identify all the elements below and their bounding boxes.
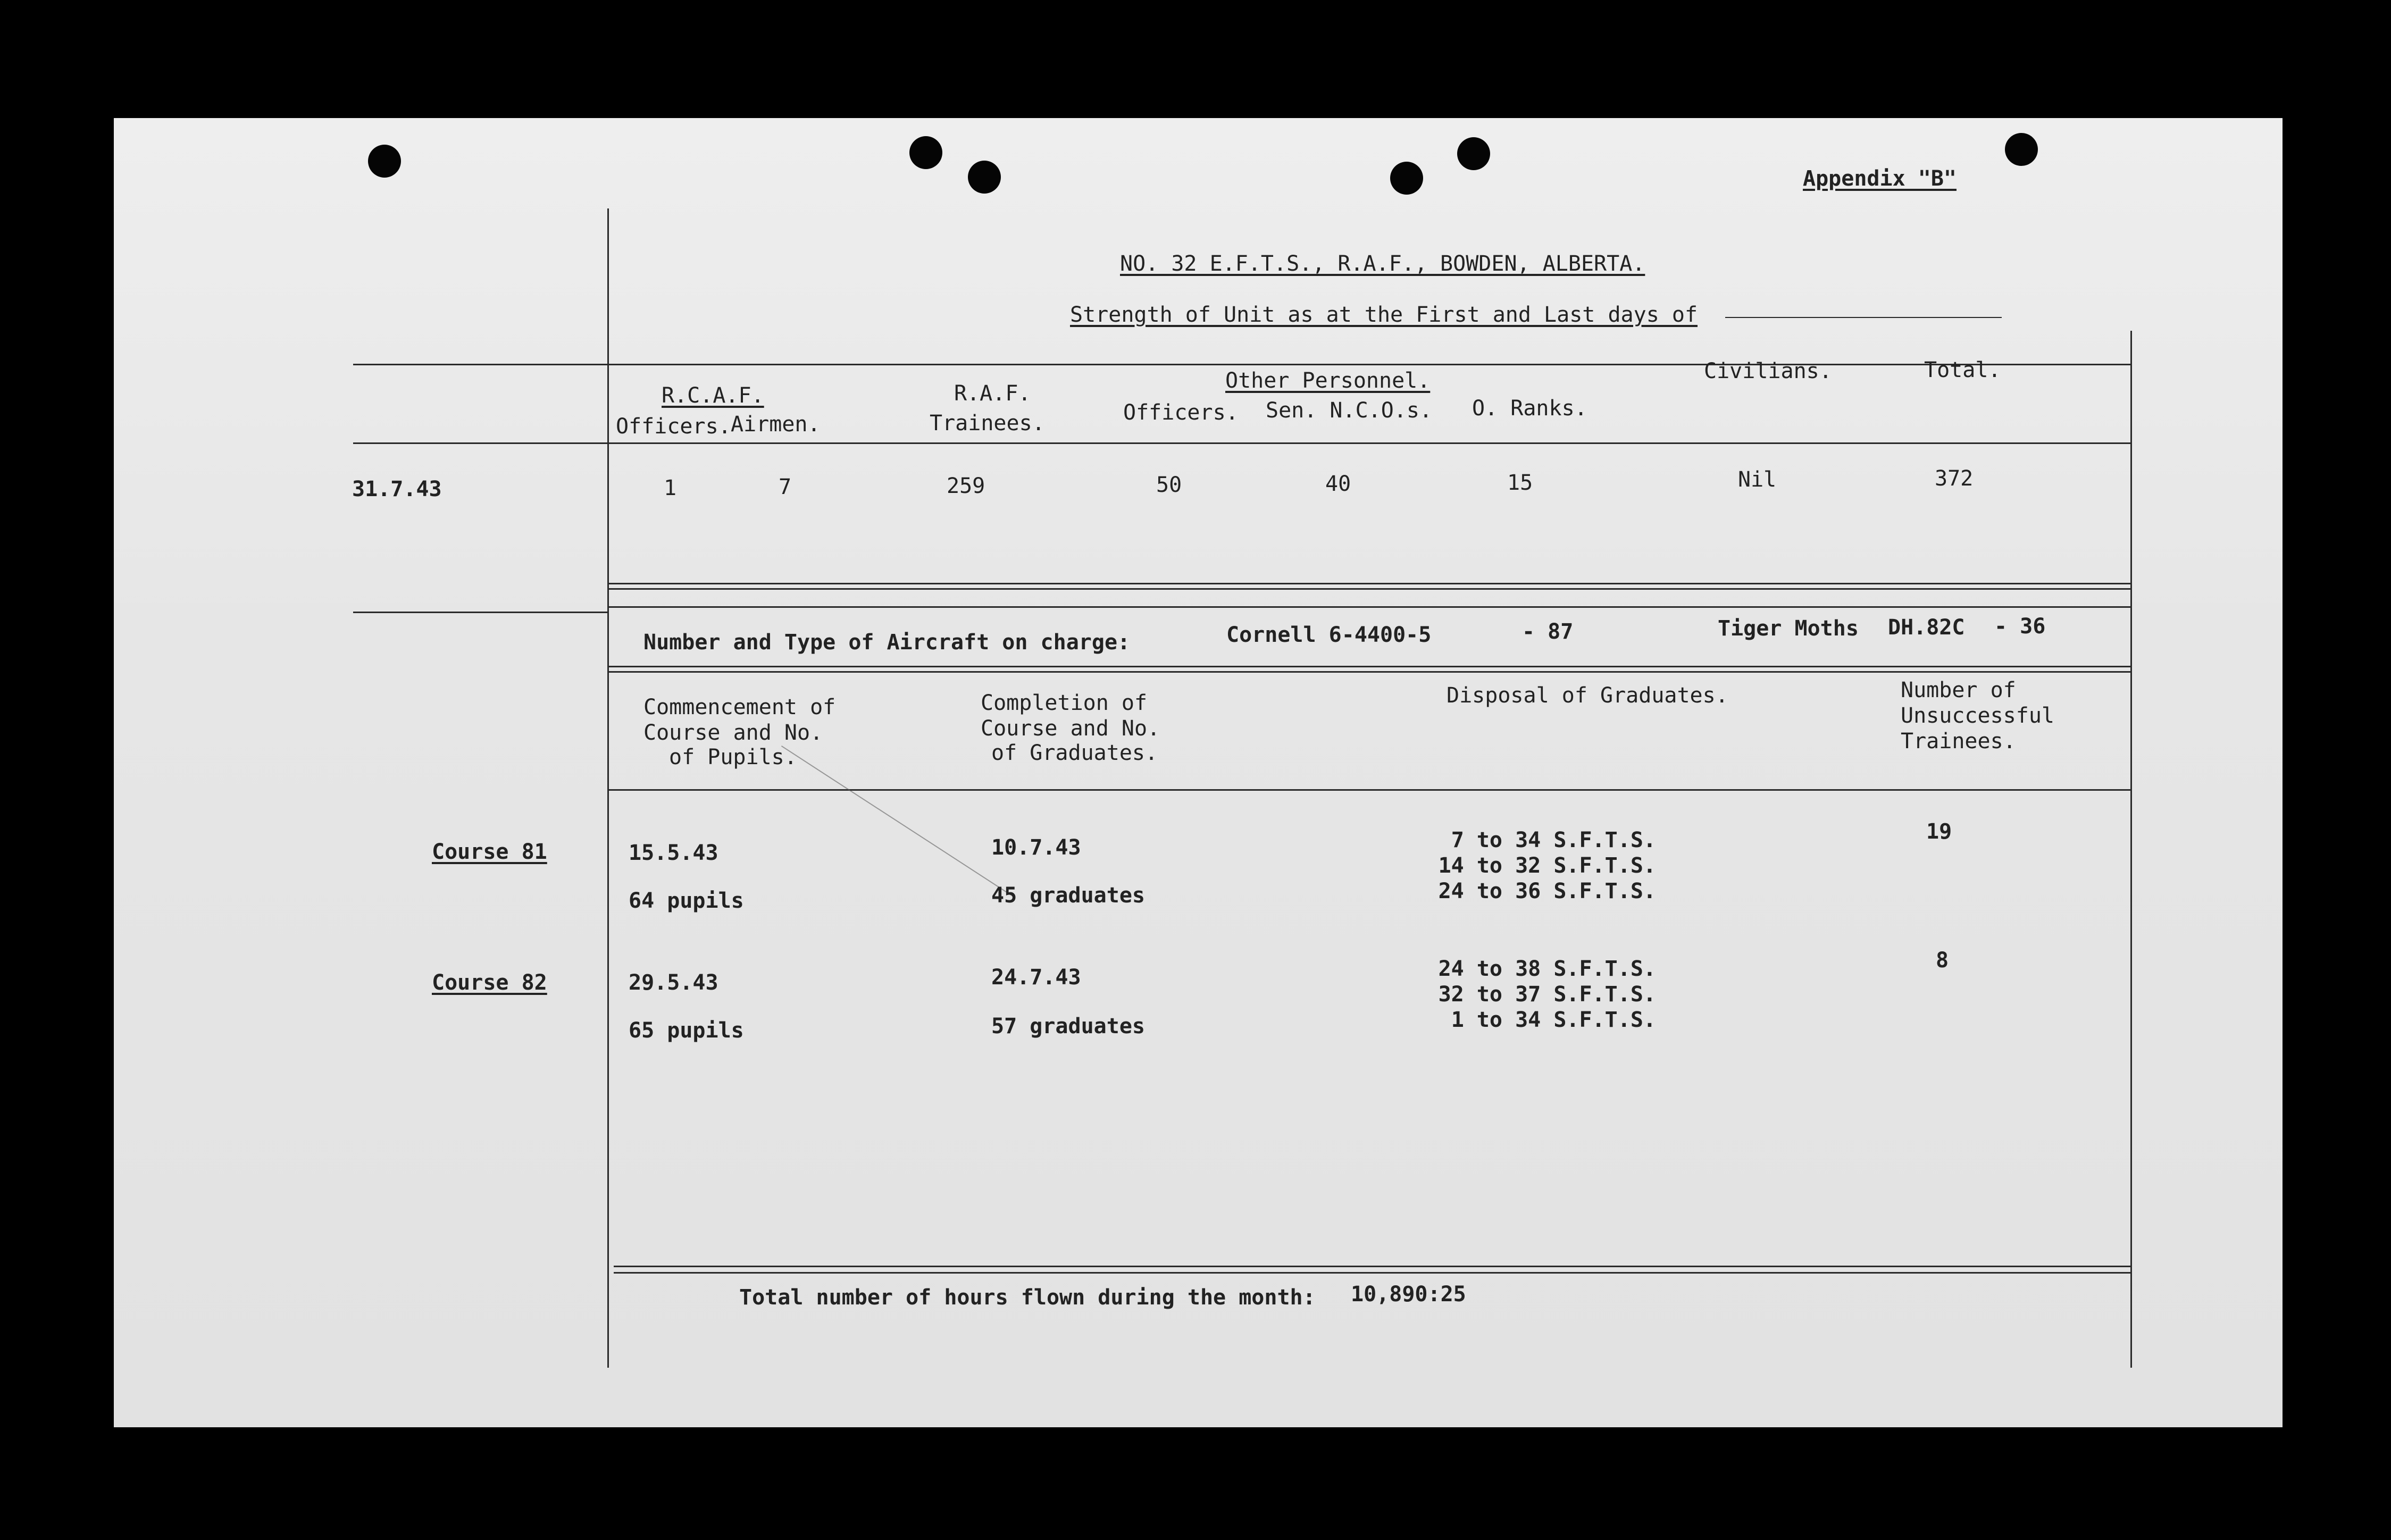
header-commencement-line-3: of Pupils.: [669, 745, 797, 769]
header-total: Total.: [1924, 358, 2001, 382]
header-completion-line-1: Completion of: [981, 691, 1148, 715]
footer-top-rule-2: [614, 1272, 2130, 1274]
course-82-disposal-2: 32 to 37 S.F.T.S.: [1438, 982, 1656, 1007]
header-completion-line-3: of Graduates.: [991, 741, 1158, 765]
aircraft-bottom-rule: [607, 666, 2130, 667]
course-81-name: Course 81: [432, 840, 547, 864]
value-sen-ncos: 40: [1325, 472, 1351, 496]
header-trainees: Trainees.: [930, 411, 1045, 436]
course-81-disposal-1: 7 to 34 S.F.T.S.: [1451, 828, 1656, 852]
punch-hole: [368, 145, 401, 178]
header-sen-ncos: Sen. N.C.O.s.: [1266, 398, 1433, 423]
course-81-unsuccessful: 19: [1926, 819, 1952, 844]
header-unsuccessful-line-1: Number of: [1901, 678, 2016, 702]
header-completion-line-2: Course and No.: [981, 716, 1160, 741]
course-82-name: Course 82: [432, 970, 547, 995]
header-bottom-rule: [353, 442, 2130, 444]
course-82-disposal-1: 24 to 38 S.F.T.S.: [1438, 957, 1656, 981]
strength-section-rule-2: [607, 588, 2130, 590]
appendix-label: Appendix "B": [1803, 166, 1957, 191]
left-margin-rule: [607, 208, 609, 1368]
document-page: [114, 118, 2283, 1427]
aircraft-type-cornell: Cornell 6-4400-5: [1226, 623, 1432, 647]
header-unsuccessful-line-2: Unsuccessful: [1901, 704, 2054, 728]
course-81-start-date: 15.5.43: [629, 841, 718, 865]
courses-header-rule: [607, 789, 2130, 791]
header-top-rule: [353, 364, 2130, 365]
stray-diagonal-mark: [781, 746, 1014, 897]
header-unsuccessful-line-3: Trainees.: [1901, 729, 2016, 754]
course-82-unsuccessful: 8: [1936, 948, 1949, 973]
course-82-graduates: 57 graduates: [991, 1014, 1145, 1039]
group-other-personnel: Other Personnel.: [1225, 369, 1431, 393]
punch-hole: [1457, 137, 1490, 170]
strength-date: 31.7.43: [352, 477, 442, 501]
left-divider-rule: [353, 612, 607, 613]
group-raf: R.A.F.: [954, 381, 1031, 406]
course-81-disposal-2: 14 to 32 S.F.T.S.: [1438, 853, 1656, 878]
group-rcaf: R.C.A.F.: [662, 383, 764, 408]
header-commencement-line-1: Commencement of: [643, 695, 836, 719]
header-commencement-line-2: Course and No.: [643, 721, 823, 745]
value-o-ranks: 15: [1507, 471, 1533, 495]
aircraft-count-tiger-moths: - 36: [1994, 614, 2046, 639]
value-airmen: 7: [779, 475, 792, 499]
footer-top-rule: [614, 1266, 2130, 1267]
course-82-pupils: 65 pupils: [629, 1018, 744, 1043]
subtitle-blank-line: [1725, 317, 2002, 318]
header-airmen: Airmen.: [731, 412, 821, 437]
course-81-disposal-3: 24 to 36 S.F.T.S.: [1438, 879, 1656, 903]
aircraft-bottom-rule-2: [607, 671, 2130, 673]
punch-hole: [909, 136, 942, 169]
aircraft-label: Number and Type of Aircraft on charge:: [643, 630, 1131, 655]
aircraft-count-cornell: - 87: [1522, 620, 1574, 644]
right-table-rule: [2130, 331, 2132, 1368]
header-officers: Officers.: [616, 414, 731, 439]
header-disposal: Disposal of Graduates.: [1447, 683, 1728, 708]
course-81-end-date: 10.7.43: [991, 835, 1081, 860]
aircraft-top-rule: [607, 606, 2130, 608]
course-81-graduates: 45 graduates: [991, 883, 1145, 908]
value-officers: 1: [664, 476, 677, 500]
punch-hole: [2005, 133, 2038, 166]
course-82-disposal-3: 1 to 34 S.F.T.S.: [1451, 1008, 1656, 1032]
header-o-ranks: O. Ranks.: [1472, 396, 1587, 421]
aircraft-type-tiger-moths: Tiger Moths: [1718, 616, 1859, 641]
value-civilians: Nil: [1738, 467, 1777, 492]
course-82-start-date: 29.5.43: [629, 970, 718, 995]
strength-section-rule: [607, 583, 2130, 584]
page-title: NO. 32 E.F.T.S., R.A.F., BOWDEN, ALBERTA.: [1120, 252, 1645, 276]
course-82-end-date: 24.7.43: [991, 965, 1081, 990]
hours-flown-label: Total number of hours flown during the month:: [739, 1285, 1316, 1310]
punch-hole: [968, 161, 1001, 194]
aircraft-model-dh82c: DH.82C: [1888, 615, 1965, 640]
hours-flown-value: 10,890:25: [1351, 1282, 1466, 1307]
value-trainees: 259: [947, 474, 985, 498]
header-civilians: Civilians.: [1704, 359, 1832, 383]
value-total: 372: [1935, 466, 1974, 491]
punch-hole: [1390, 162, 1423, 195]
value-other-officers: 50: [1156, 473, 1182, 497]
page-subtitle: Strength of Unit as at the First and Last days of: [1070, 303, 1698, 327]
course-81-pupils: 64 pupils: [629, 889, 744, 913]
header-other-officers: Officers.: [1123, 400, 1239, 425]
